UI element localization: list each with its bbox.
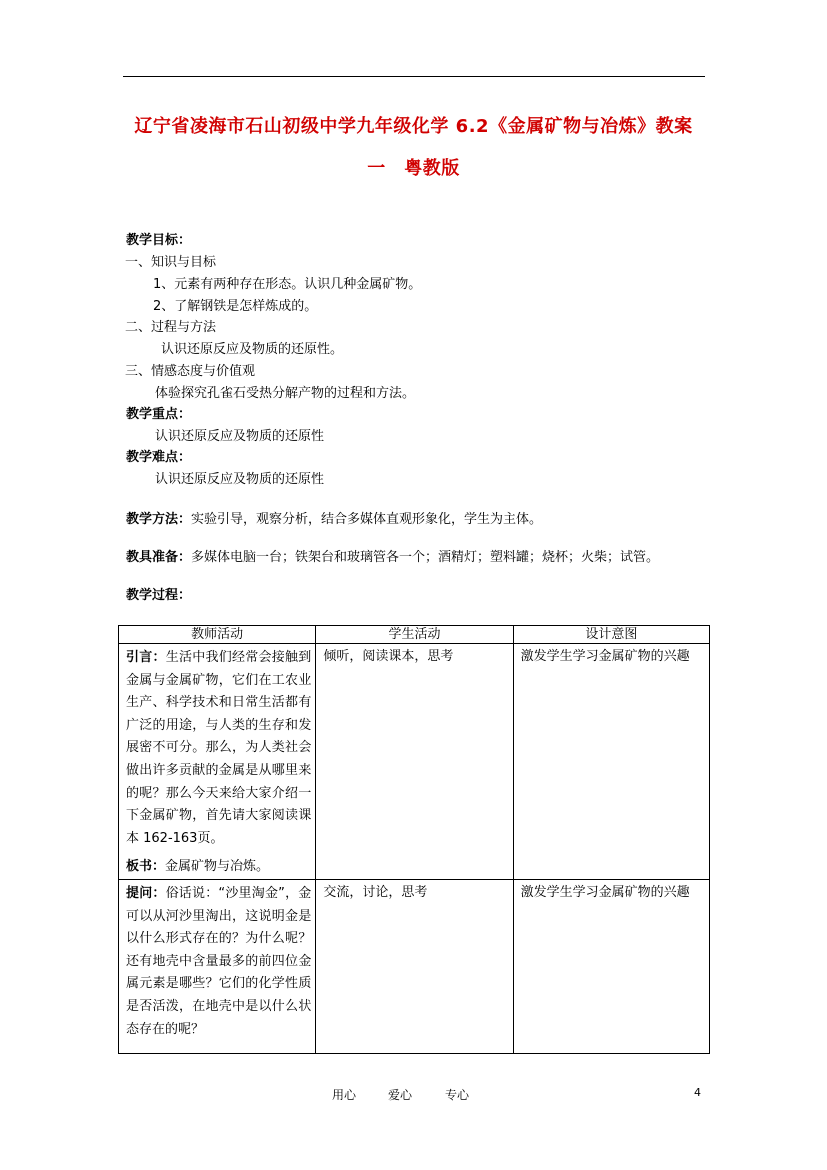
question-text: 俗话说：“沙里淘金”，金可以从河沙里淘出，这说明金是以什么形式存在的？为什么呢？还有地壳中含量最多的前四位金属元素是哪些？它们的化学性质是否活泼，在地壳中是以什么状态存在的呢？ bbox=[126, 885, 312, 1037]
difficulty-text: 认识还原反应及物质的还原性 bbox=[155, 472, 325, 487]
key-point-text: 认识还原反应及物质的还原性 bbox=[155, 429, 325, 444]
header-rule bbox=[123, 76, 705, 77]
equipment-label: 教具准备： bbox=[126, 550, 192, 565]
document-title-line2: 一 粤教版 bbox=[367, 158, 460, 179]
board-text: 金属矿物与冶炼。 bbox=[165, 859, 270, 875]
board-label: 板书： bbox=[126, 859, 166, 875]
design-intent-text: 激发学生学习金属矿物的兴趣 bbox=[520, 884, 690, 900]
key-point-label: 教学重点： bbox=[126, 407, 192, 422]
teacher-activity-cell bbox=[119, 644, 316, 880]
objectives-item-1-1: 1、元素有两种存在形态。认识几种金属矿物。 bbox=[153, 277, 422, 292]
intro-text: 生活中我们经常会接触到金属与金属矿物，它们在工农业生产、科学技术和日常生活都有广泛的用途，与人类的生存和发展密不可分。那么，为人类社会做出许多贡献的金属是从哪里来的呢？那么今天来给大家介绍一下金属矿物，首先请大家阅读课本 162-163页。 bbox=[126, 650, 312, 846]
question-label: 提问： bbox=[126, 885, 166, 901]
footer-word-1: 用心 bbox=[332, 1088, 357, 1102]
teacher-question-paragraph bbox=[119, 880, 315, 1041]
teacher-intro-paragraph bbox=[119, 644, 315, 850]
table-row bbox=[119, 644, 710, 880]
method-text: 实验引导，观察分析，结合多媒体直观形象化，学生为主体。 bbox=[191, 512, 543, 527]
objectives-item-3: 体验探究孔雀石受热分解产物的过程和方法。 bbox=[155, 386, 416, 401]
method-label: 教学方法： bbox=[126, 512, 192, 527]
objectives-section-3: 三、情感态度与价值观 bbox=[125, 364, 256, 379]
method-line bbox=[126, 512, 542, 528]
design-intent-text: 激发学生学习金属矿物的兴趣 bbox=[520, 649, 690, 664]
header-student-activity: 学生活动 bbox=[316, 626, 513, 644]
objectives-section-1: 一、知识与目标 bbox=[125, 255, 217, 270]
teacher-activity-cell bbox=[119, 879, 316, 1053]
footer-word-3: 专心 bbox=[445, 1088, 470, 1102]
difficulty-label: 教学难点： bbox=[126, 450, 192, 465]
header-design-intent: 设计意图 bbox=[513, 626, 709, 644]
design-intent-cell bbox=[513, 644, 709, 880]
page-number: 4 bbox=[694, 1086, 701, 1099]
objectives-item-1-2: 2、了解钢铁是怎样炼成的。 bbox=[153, 299, 318, 314]
equipment-line bbox=[126, 550, 659, 566]
document-title-line1: 辽宁省凌海市石山初级中学九年级化学 6.2《金属矿物与冶炼》教案 bbox=[134, 116, 693, 137]
footer-word-2: 爱心 bbox=[388, 1088, 413, 1102]
header-teacher-activity: 教师活动 bbox=[119, 626, 316, 644]
objectives-item-2: 认识还原反应及物质的还原性。 bbox=[161, 342, 344, 357]
objectives-section-2: 二、过程与方法 bbox=[125, 320, 217, 335]
equipment-text: 多媒体电脑一台；铁架台和玻璃管各一个；酒精灯；塑料罐；烧杯；火柴；试管。 bbox=[191, 550, 660, 565]
teaching-process-table bbox=[118, 625, 710, 1054]
student-activity-cell bbox=[316, 879, 513, 1053]
design-intent-cell bbox=[513, 879, 709, 1053]
table-header-row bbox=[119, 626, 710, 644]
table-row bbox=[119, 879, 710, 1053]
objectives-heading: 教学目标： bbox=[126, 233, 192, 248]
student-activity-text: 倾听，阅读课本，思考 bbox=[323, 649, 454, 664]
board-paragraph bbox=[119, 850, 315, 879]
student-activity-text: 交流，讨论，思考 bbox=[323, 884, 428, 900]
student-activity-cell bbox=[316, 644, 513, 880]
process-label: 教学过程： bbox=[126, 588, 192, 603]
intro-label: 引言： bbox=[126, 650, 166, 665]
